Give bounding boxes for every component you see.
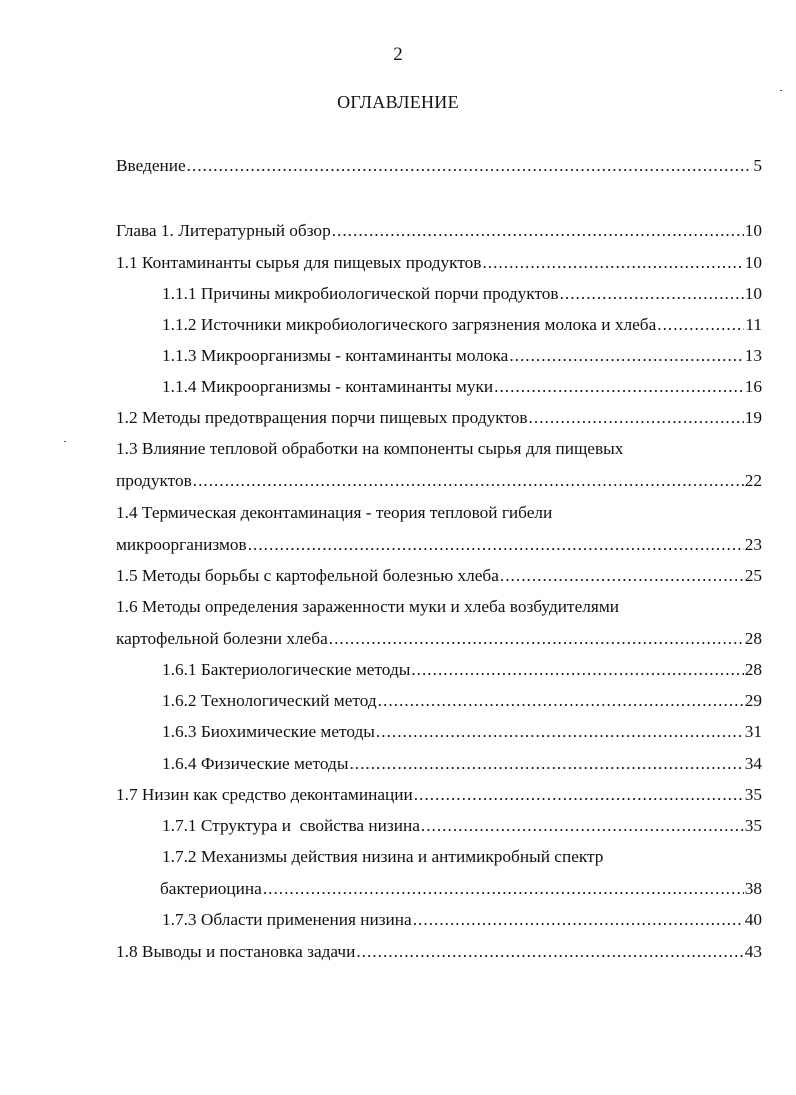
toc-entry-title: 1.1.1 Причины микробиологической порчи продуктов (162, 284, 559, 303)
toc-leader-dots (494, 375, 744, 399)
toc-entry-title: 1.5 Методы борьбы с картофельной болезнью хлеба (116, 566, 499, 585)
toc-leader-dots (248, 533, 744, 557)
toc-entry-1-7-1[interactable] (162, 814, 762, 838)
toc-entry-page: 35 (744, 816, 762, 835)
toc-leader-dots (421, 814, 744, 838)
toc-leader-dots (349, 752, 743, 776)
toc-entry-1-6[interactable] (116, 595, 762, 619)
toc-entry-page: 19 (744, 408, 762, 427)
toc-entry-title: 1.6.4 Физические методы (162, 754, 349, 773)
scan-speck (780, 90, 782, 91)
toc-leader-dots (376, 720, 744, 744)
toc-entry-1-3-continuation[interactable] (116, 469, 762, 493)
toc-leader-dots (482, 251, 743, 275)
toc-leader-dots (413, 908, 744, 932)
toc-entry-title: 1.8 Выводы и постановка задачи (116, 942, 356, 961)
toc-leader-dots (329, 627, 744, 651)
toc-leader-dots (414, 783, 744, 807)
toc-leader-dots (356, 940, 743, 964)
toc-entry-introduction[interactable] (116, 154, 762, 178)
toc-entry-1-6-2[interactable] (162, 689, 762, 713)
toc-entry-1-4-continuation[interactable] (116, 533, 762, 557)
toc-entry-title: 1.2 Методы предотвращения порчи пищевых продуктов (116, 408, 528, 427)
toc-entry-title: 1.1.2 Источники микробиологического загрязнения молока и хлеба (162, 315, 657, 334)
toc-entry-1-5[interactable] (116, 564, 762, 588)
toc-entry-page: 38 (744, 879, 762, 898)
toc-entry-1-7-2-continuation[interactable] (160, 877, 762, 901)
toc-entry-page: 35 (744, 785, 762, 804)
toc-entry-title: 1.7.1 Структура и свойства низина (162, 816, 420, 835)
toc-entry-page: 31 (744, 722, 762, 741)
toc-leader-dots (378, 689, 744, 713)
toc-entry-page: 5 (753, 156, 762, 175)
toc-leader-dots (332, 219, 744, 243)
toc-entry-title: 1.1.4 Микроорганизмы - контаминанты муки (162, 377, 494, 396)
toc-entry-chapter-1[interactable] (116, 219, 762, 243)
toc-entry-1-1-1[interactable] (162, 282, 762, 306)
toc-entry-1-4[interactable] (116, 501, 762, 525)
toc-entry-page: 10 (744, 221, 762, 240)
toc-entry-title-cont: продуктов (116, 471, 192, 490)
toc-entry-title: 1.7.2 Механизмы действия низина и антимикробный спектр (162, 847, 604, 866)
toc-entry-title: Глава 1. Литературный обзор (116, 221, 331, 240)
toc-leader-dots (411, 658, 743, 682)
toc-entry-title: 1.3 Влияние тепловой обработки на компоненты сырья для пищевых (116, 439, 624, 458)
toc-entry-page: 10 (744, 284, 762, 303)
toc-entry-page: 23 (744, 535, 762, 554)
toc-leader-dots (657, 313, 744, 337)
toc-leader-dots (187, 154, 753, 178)
toc-entry-title: 1.1 Контаминанты сырья для пищевых продуктов (116, 253, 482, 272)
toc-entry-title-cont: микроорганизмов (116, 535, 247, 554)
toc-leader-dots (529, 406, 744, 430)
toc-entry-title: 1.7.3 Области применения низина (162, 910, 412, 929)
toc-entry-page: 13 (744, 346, 762, 365)
toc-leader-dots (193, 469, 744, 493)
toc-entry-title: 1.7 Низин как средство деконтаминации (116, 785, 413, 804)
toc-entry-1-1-3[interactable] (162, 344, 762, 368)
toc-entry-1-7[interactable] (116, 783, 762, 807)
page-number: 2 (393, 44, 403, 65)
toc-entry-title: 1.6.3 Биохимические методы (162, 722, 375, 741)
toc-entry-page: 11 (745, 315, 762, 334)
toc-entry-page: 10 (744, 253, 762, 272)
toc-leader-dots (263, 877, 744, 901)
toc-entry-page: 28 (744, 660, 762, 679)
toc-entry-1-6-4[interactable] (162, 752, 762, 776)
toc-entry-title-cont: бактериоцина (160, 879, 262, 898)
toc-entry-1-8[interactable] (116, 940, 762, 964)
page-title: ОГЛАВЛЕНИЕ (337, 92, 459, 112)
toc-entry-title: Введение (116, 156, 186, 175)
scan-speck (64, 441, 66, 442)
toc-entry-page: 28 (744, 629, 762, 648)
toc-entry-title: 1.6 Методы определения зараженности муки и хлеба возбудителями (116, 597, 620, 616)
toc-entry-1-1-4[interactable] (162, 375, 762, 399)
toc-entry-1-1[interactable] (116, 251, 762, 275)
toc-entry-page: 16 (744, 377, 762, 396)
toc-entry-title: 1.4 Термическая деконтаминация - теория тепловой гибели (116, 503, 553, 522)
toc-entry-page: 34 (744, 754, 762, 773)
toc-entry-page: 25 (744, 566, 762, 585)
toc-entry-1-6-3[interactable] (162, 720, 762, 744)
toc-entry-1-1-2[interactable] (162, 313, 762, 337)
toc-entry-1-7-2[interactable] (162, 845, 762, 869)
toc-leader-dots (500, 564, 744, 588)
toc-entry-1-6-1[interactable] (162, 658, 762, 682)
toc-entry-page: 22 (744, 471, 762, 490)
toc-entry-title-cont: картофельной болезни хлеба (116, 629, 328, 648)
toc-entry-title: 1.1.3 Микроорганизмы - контаминанты молока (162, 346, 509, 365)
toc-entry-1-3[interactable] (116, 437, 762, 461)
toc-leader-dots (560, 282, 744, 306)
toc-entry-page: 43 (744, 942, 762, 961)
toc-entry-page: 40 (744, 910, 762, 929)
toc-entry-page: 29 (744, 691, 762, 710)
toc-entry-title: 1.6.1 Бактериологические методы (162, 660, 411, 679)
toc-entry-1-7-3[interactable] (162, 908, 762, 932)
toc-leader-dots (509, 344, 743, 368)
toc-entry-1-2[interactable] (116, 406, 762, 430)
toc-entry-1-6-continuation[interactable] (116, 627, 762, 651)
toc-entry-title: 1.6.2 Технологический метод (162, 691, 377, 710)
